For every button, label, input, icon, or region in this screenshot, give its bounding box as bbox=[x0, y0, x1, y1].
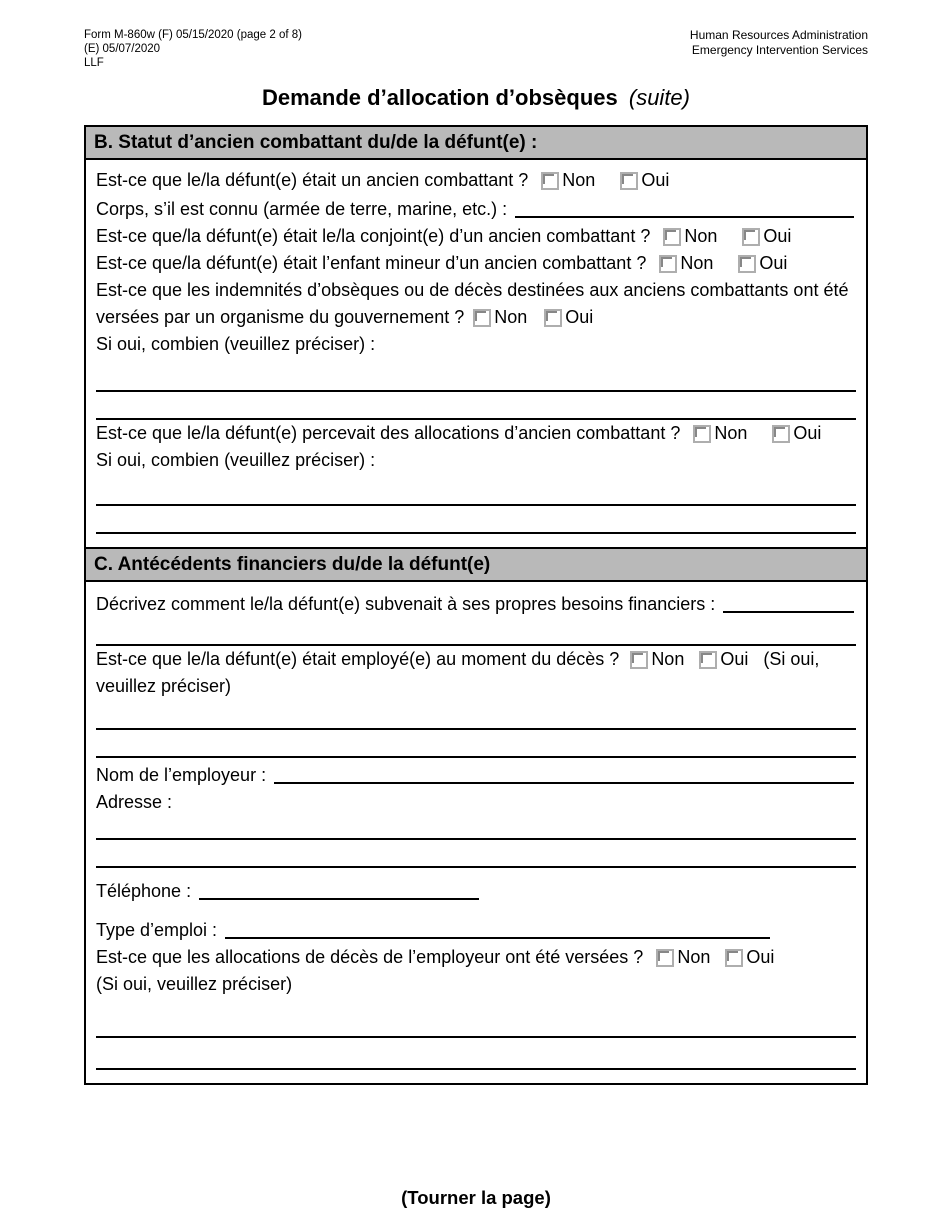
gov-benefits-non-label: Non bbox=[494, 307, 528, 327]
question-allowances-text: Est-ce que le/la défunt(e) percevait des allocations d’ancien combattant ? bbox=[96, 423, 681, 443]
form-meta bbox=[84, 28, 302, 70]
allowances-oui-checkbox[interactable] bbox=[772, 425, 790, 443]
phone-label: Téléphone : bbox=[96, 881, 192, 901]
question-employed bbox=[96, 646, 856, 700]
form-date-line: (E) 05/07/2020 bbox=[84, 43, 161, 55]
employed-yes-no-group bbox=[630, 649, 753, 669]
spouse-non-label: Non bbox=[684, 226, 718, 246]
employer-name-input-line[interactable] bbox=[274, 782, 854, 784]
agency-header bbox=[690, 28, 868, 70]
employer-name-label: Nom de l’employeur : bbox=[96, 765, 267, 785]
title-main: Demande d’allocation d’obsèques bbox=[262, 85, 618, 110]
death-benefits-oui-label: Oui bbox=[746, 947, 775, 967]
death-benefits-input-line-1[interactable] bbox=[96, 998, 856, 1038]
veteran-oui-label: Oui bbox=[641, 170, 670, 190]
minor-child-non-label: Non bbox=[680, 253, 714, 273]
question-minor-child bbox=[96, 250, 856, 277]
allowances-yes-no-group bbox=[693, 423, 821, 443]
minor-child-oui-checkbox[interactable] bbox=[738, 255, 756, 273]
spouse-yes-no-group bbox=[663, 226, 791, 246]
death-benefits-input-line-2[interactable] bbox=[96, 1038, 856, 1070]
form-llf-line: LLF bbox=[84, 57, 104, 69]
employer-name-row bbox=[96, 762, 856, 789]
amount-input-line-3[interactable] bbox=[96, 474, 856, 506]
if-yes-how-much-2: Si oui, combien (veuillez préciser) : bbox=[96, 450, 376, 470]
page-title bbox=[84, 85, 868, 111]
title-suffix: (suite) bbox=[628, 85, 690, 110]
question-veteran bbox=[96, 167, 856, 194]
section-b-heading: B. Statut d’ancien combattant du/de la défunt(e) : bbox=[86, 127, 866, 160]
financial-support-label: Décrivez comment le/la défunt(e) subvenait à ses propres besoins financiers : bbox=[96, 594, 716, 614]
financial-support-line-2[interactable] bbox=[96, 618, 856, 646]
question-minor-child-text: Est-ce que/la défunt(e) était l’enfant mineur d’un ancien combattant ? bbox=[96, 253, 647, 273]
employed-input-line-2[interactable] bbox=[96, 730, 856, 758]
question-spouse-text: Est-ce que/la défunt(e) était le/la conjoint(e) d’un ancien combattant ? bbox=[96, 226, 651, 246]
employed-oui-label: Oui bbox=[720, 649, 749, 669]
question-gov-benefits bbox=[96, 277, 856, 331]
amount-input-line-2[interactable] bbox=[96, 392, 856, 420]
allowances-non-checkbox[interactable] bbox=[693, 425, 711, 443]
section-b-content bbox=[86, 160, 866, 547]
gov-benefits-oui-label: Oui bbox=[565, 307, 594, 327]
question-death-benefits-text: Est-ce que les allocations de décès de l’employeur ont été versées ? bbox=[96, 947, 644, 967]
employed-if-yes-note: (Si oui, veuillez préciser) bbox=[96, 649, 820, 696]
death-benefits-yes-no-group bbox=[656, 947, 774, 967]
allowances-non-label: Non bbox=[714, 423, 748, 443]
gov-benefits-oui-checkbox[interactable] bbox=[544, 309, 562, 327]
agency-name: Human Resources Administration bbox=[689, 28, 868, 42]
employed-input-line-1[interactable] bbox=[96, 700, 856, 730]
question-death-benefits bbox=[96, 944, 856, 998]
corps-row bbox=[96, 196, 856, 223]
employment-type-label: Type d’emploi : bbox=[96, 920, 218, 940]
spouse-oui-label: Oui bbox=[763, 226, 792, 246]
address-label: Adresse : bbox=[96, 792, 173, 812]
agency-division: Emergency Intervention Services bbox=[691, 43, 868, 57]
financial-support-input-line[interactable] bbox=[723, 611, 854, 613]
gov-benefits-non-checkbox[interactable] bbox=[473, 309, 491, 327]
amount-input-line-4[interactable] bbox=[96, 506, 856, 534]
address-input-line-2[interactable] bbox=[96, 840, 856, 868]
address-input-line-1[interactable] bbox=[96, 816, 856, 840]
death-benefits-oui-checkbox[interactable] bbox=[725, 949, 743, 967]
veteran-yes-no-group bbox=[541, 170, 669, 190]
question-veteran-text: Est-ce que le/la défunt(e) était un ancien combattant ? bbox=[96, 170, 529, 190]
question-employed-text: Est-ce que le/la défunt(e) était employé(e) au moment du décès ? bbox=[96, 649, 620, 669]
section-c-heading: C. Antécédents financiers du/de la défunt(e) bbox=[86, 547, 866, 582]
if-yes-how-much-1: Si oui, combien (veuillez préciser) : bbox=[96, 334, 376, 354]
allowances-oui-label: Oui bbox=[793, 423, 822, 443]
question-spouse bbox=[96, 223, 856, 250]
minor-child-oui-label: Oui bbox=[759, 253, 788, 273]
spouse-non-checkbox[interactable] bbox=[663, 228, 681, 246]
spouse-oui-checkbox[interactable] bbox=[742, 228, 760, 246]
minor-child-yes-no-group bbox=[659, 253, 787, 273]
phone-input-line[interactable] bbox=[199, 898, 479, 900]
veteran-oui-checkbox[interactable] bbox=[620, 172, 638, 190]
employed-non-checkbox[interactable] bbox=[630, 651, 648, 669]
form-box bbox=[84, 125, 868, 1085]
corps-input-line[interactable] bbox=[515, 216, 854, 218]
amount-input-line-1[interactable] bbox=[96, 358, 856, 392]
death-benefits-if-yes-note: (Si oui, veuillez préciser) bbox=[96, 974, 293, 994]
veteran-non-checkbox[interactable] bbox=[541, 172, 559, 190]
corps-label: Corps, s’il est connu (armée de terre, marine, etc.) : bbox=[96, 199, 508, 219]
question-gov-benefits-text: Est-ce que les indemnités d’obsèques ou de décès destinées aux anciens combattants ont été versées par un organisme du gouvernement ? bbox=[96, 280, 849, 327]
veteran-non-label: Non bbox=[562, 170, 596, 190]
employed-oui-checkbox[interactable] bbox=[699, 651, 717, 669]
question-allowances bbox=[96, 420, 856, 447]
financial-support-row bbox=[96, 591, 856, 618]
turn-page-note: (Tourner la page) bbox=[401, 1187, 551, 1208]
page-header bbox=[84, 28, 868, 70]
employment-type-input-line[interactable] bbox=[225, 937, 770, 939]
death-benefits-non-checkbox[interactable] bbox=[656, 949, 674, 967]
gov-benefits-yes-no-group bbox=[473, 307, 593, 327]
section-c-content bbox=[86, 582, 866, 1083]
death-benefits-non-label: Non bbox=[677, 947, 711, 967]
minor-child-non-checkbox[interactable] bbox=[659, 255, 677, 273]
form-number-line: Form M-860w (F) 05/15/2020 (page 2 of 8) bbox=[84, 29, 302, 41]
employment-type-row bbox=[96, 917, 856, 944]
employed-non-label: Non bbox=[651, 649, 685, 669]
phone-row bbox=[96, 878, 856, 905]
